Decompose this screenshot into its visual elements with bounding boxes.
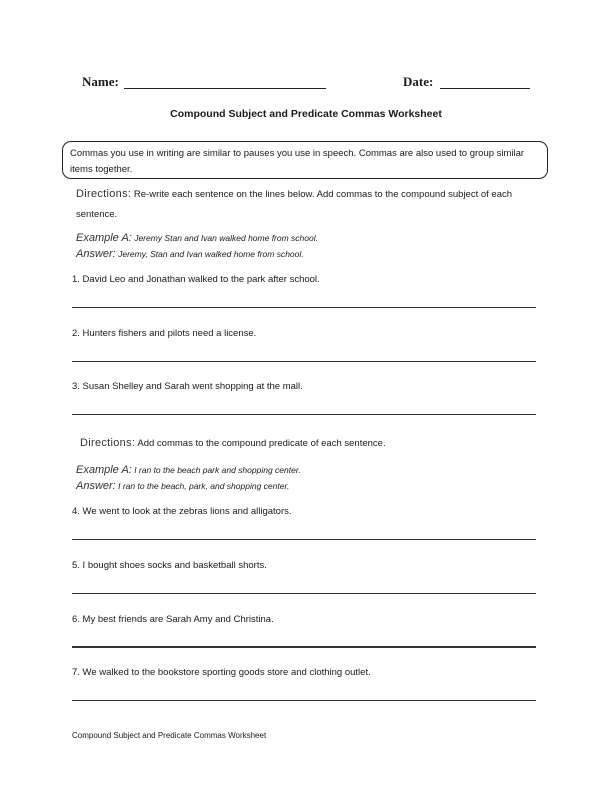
intro-box bbox=[62, 141, 548, 179]
directions-1-text: Re-write each sentence on the lines below. Add commas to the compound subject of each sentence. bbox=[76, 189, 513, 220]
directions-2 bbox=[80, 433, 386, 451]
footer: Compound Subject and Predicate Commas Worksheet bbox=[72, 731, 267, 740]
question-3: 3. Susan Shelley and Sarah went shopping at the mall. bbox=[72, 381, 303, 392]
question-2: 2. Hunters fishers and pilots need a license. bbox=[72, 328, 257, 339]
answer-line-2[interactable] bbox=[72, 361, 536, 362]
question-6: 6. My best friends are Sarah Amy and Christina. bbox=[72, 614, 274, 625]
name-field[interactable] bbox=[124, 88, 326, 89]
directions-1 bbox=[76, 184, 536, 224]
name-label: Name: bbox=[82, 74, 119, 89]
answer-line-6[interactable] bbox=[72, 646, 536, 648]
answer-2-label: Answer: bbox=[76, 480, 116, 492]
answer-1 bbox=[76, 244, 304, 262]
intro-text: Commas you use in writing are similar to pauses you use in speech. Commas are also used to group similar items together. bbox=[70, 148, 525, 175]
question-4: 4. We went to look at the zebras lions and alligators. bbox=[72, 506, 292, 517]
example-1-text: Jeremy Stan and Ivan walked home from school. bbox=[131, 233, 318, 243]
answer-1-label: Answer: bbox=[76, 248, 116, 260]
directions-2-label: Directions: bbox=[80, 437, 136, 449]
date-label: Date: bbox=[403, 74, 434, 89]
answer-line-3[interactable] bbox=[72, 414, 536, 415]
answer-2 bbox=[76, 476, 289, 494]
answer-line-7[interactable] bbox=[72, 700, 536, 701]
answer-line-4[interactable] bbox=[72, 539, 536, 540]
answer-1-text: Jeremy, Stan and Ivan walked home from school. bbox=[115, 249, 304, 259]
question-5: 5. I bought shoes socks and basketball shorts. bbox=[72, 560, 267, 571]
example-2-text: I ran to the beach park and shopping center. bbox=[131, 465, 301, 475]
directions-1-label: Directions: bbox=[76, 188, 132, 200]
date-field[interactable] bbox=[440, 88, 530, 89]
worksheet-title: Compound Subject and Predicate Commas Worksheet bbox=[170, 108, 442, 120]
directions-2-text: Add commas to the compound predicate of each sentence. bbox=[135, 438, 386, 449]
example-2-label: Example A: bbox=[76, 464, 132, 476]
answer-2-text: I ran to the beach, park, and shopping center. bbox=[115, 481, 290, 491]
question-1: 1. David Leo and Jonathan walked to the park after school. bbox=[72, 274, 320, 285]
example-1-label: Example A: bbox=[76, 232, 132, 244]
question-7: 7. We walked to the bookstore sporting goods store and clothing outlet. bbox=[72, 667, 371, 678]
answer-line-1[interactable] bbox=[72, 307, 536, 308]
answer-line-5[interactable] bbox=[72, 593, 536, 594]
